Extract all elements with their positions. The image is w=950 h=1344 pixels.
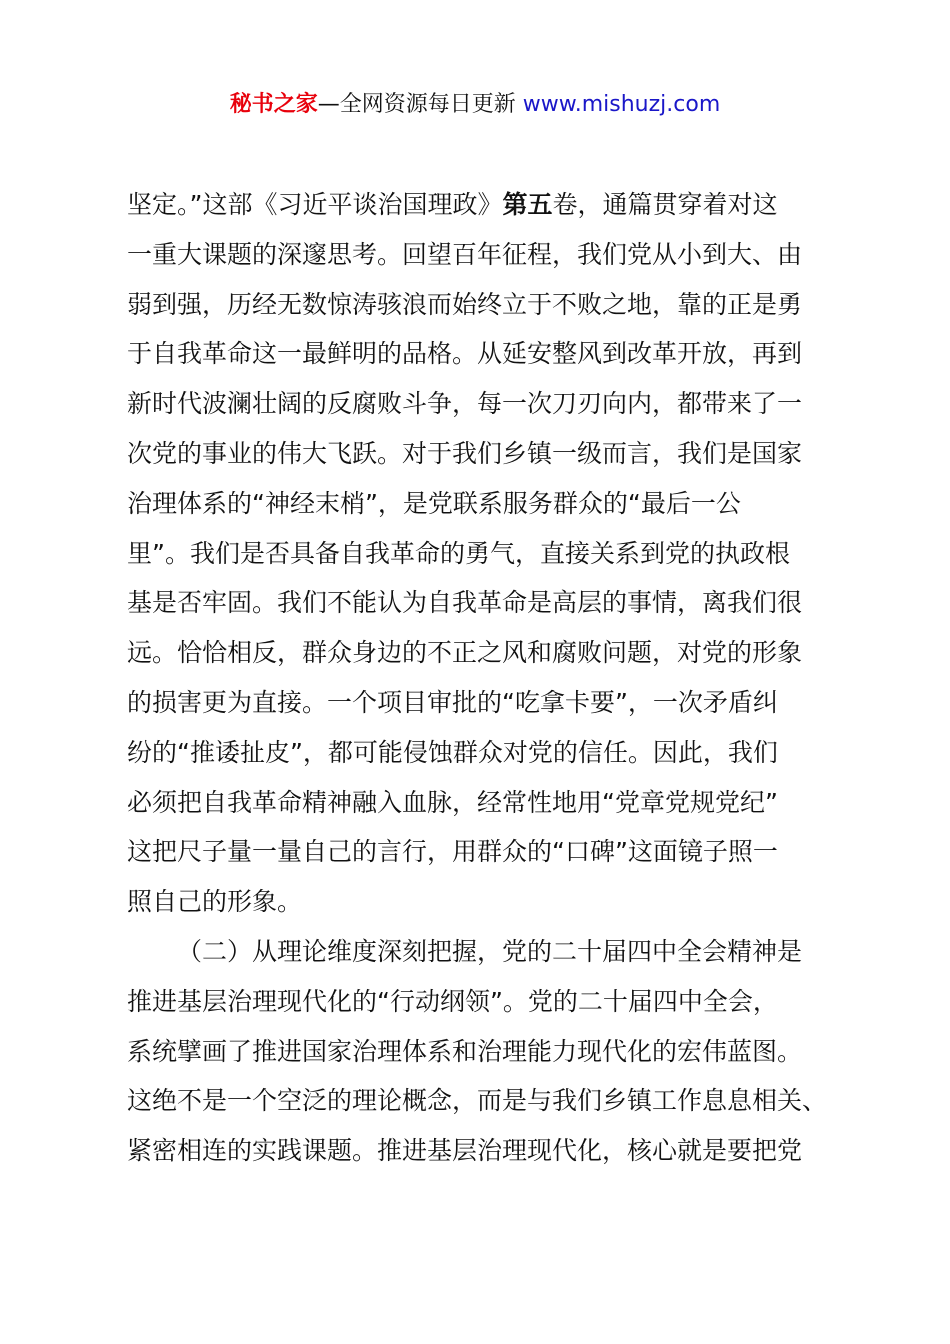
text-line-2: 一重大课题的深邃思考。回望百年征程，我们党从小到大、由	[127, 239, 803, 269]
text-line-5: 新时代波澜壮阔的反腐败斗争，每一次刀刃向内，都带来了一	[127, 389, 803, 419]
text-line-4: 于自我革命这一最鲜明的品格。从延安整风到改革开放，再到	[127, 339, 803, 369]
text-line-11: 的损害更为直接。一个项目审批的“吃拿卡要”，一次矛盾纠	[127, 687, 778, 717]
document-body	[127, 180, 837, 1176]
text-line-3: 弱到强，历经无数惊涛骇浪而始终立于不败之地，靠的正是勇	[127, 289, 803, 319]
text-line-7: 治理体系的“神经末梢”，是党联系服务群众的“最后一公	[127, 488, 741, 518]
site-header	[0, 88, 950, 122]
site-tagline: —全网资源每日更新	[317, 92, 523, 117]
text-line-1-end: 卷，通篇贯穿着对这	[552, 190, 778, 219]
text-line-17: 推进基层治理现代化的“行动纲领”。党的二十届四中全会，	[127, 986, 778, 1016]
site-brand: 秘书之家	[229, 92, 318, 117]
text-line-1-bold: 第五	[502, 190, 553, 219]
text-line-13: 必须把自我革命精神融入血脉，经常性地用“党章党规党纪”	[127, 787, 778, 817]
site-url-link[interactable]: www.mishuzj.com	[522, 92, 721, 117]
text-line-18: 系统擘画了推进国家治理体系和治理能力现代化的宏伟蓝图。	[127, 1036, 803, 1066]
text-line-15: 照自己的形象。	[127, 887, 303, 917]
text-line-12: 纷的“推诿扯皮”，都可能侵蚀群众对党的信任。因此，我们	[127, 737, 778, 767]
section-heading-line: （二）从理论维度深刻把握，党的二十届四中全会精神是	[177, 936, 803, 966]
text-line-14: 这把尺子量一量自己的言行，用群众的“口碑”这面镜子照一	[127, 837, 778, 867]
text-line-6: 次党的事业的伟大飞跃。对于我们乡镇一级而言，我们是国家	[127, 438, 803, 468]
text-line-1	[127, 180, 837, 230]
text-line-1-start: 坚定。”这部《习近平谈治国理政》	[127, 190, 503, 219]
text-line-20: 紧密相连的实践课题。推进基层治理现代化，核心就是要把党	[127, 1136, 803, 1166]
text-line-19: 这绝不是一个空泛的理论概念，而是与我们乡镇工作息息相关、	[127, 1086, 828, 1116]
text-line-9: 基是否牢固。我们不能认为自我革命是高层的事情，离我们很	[127, 588, 803, 618]
text-line-8: 里”。我们是否具备自我革命的勇气，直接关系到党的执政根	[127, 538, 790, 568]
text-line-10: 远。恰恰相反，群众身边的不正之风和腐败问题，对党的形象	[127, 638, 803, 668]
